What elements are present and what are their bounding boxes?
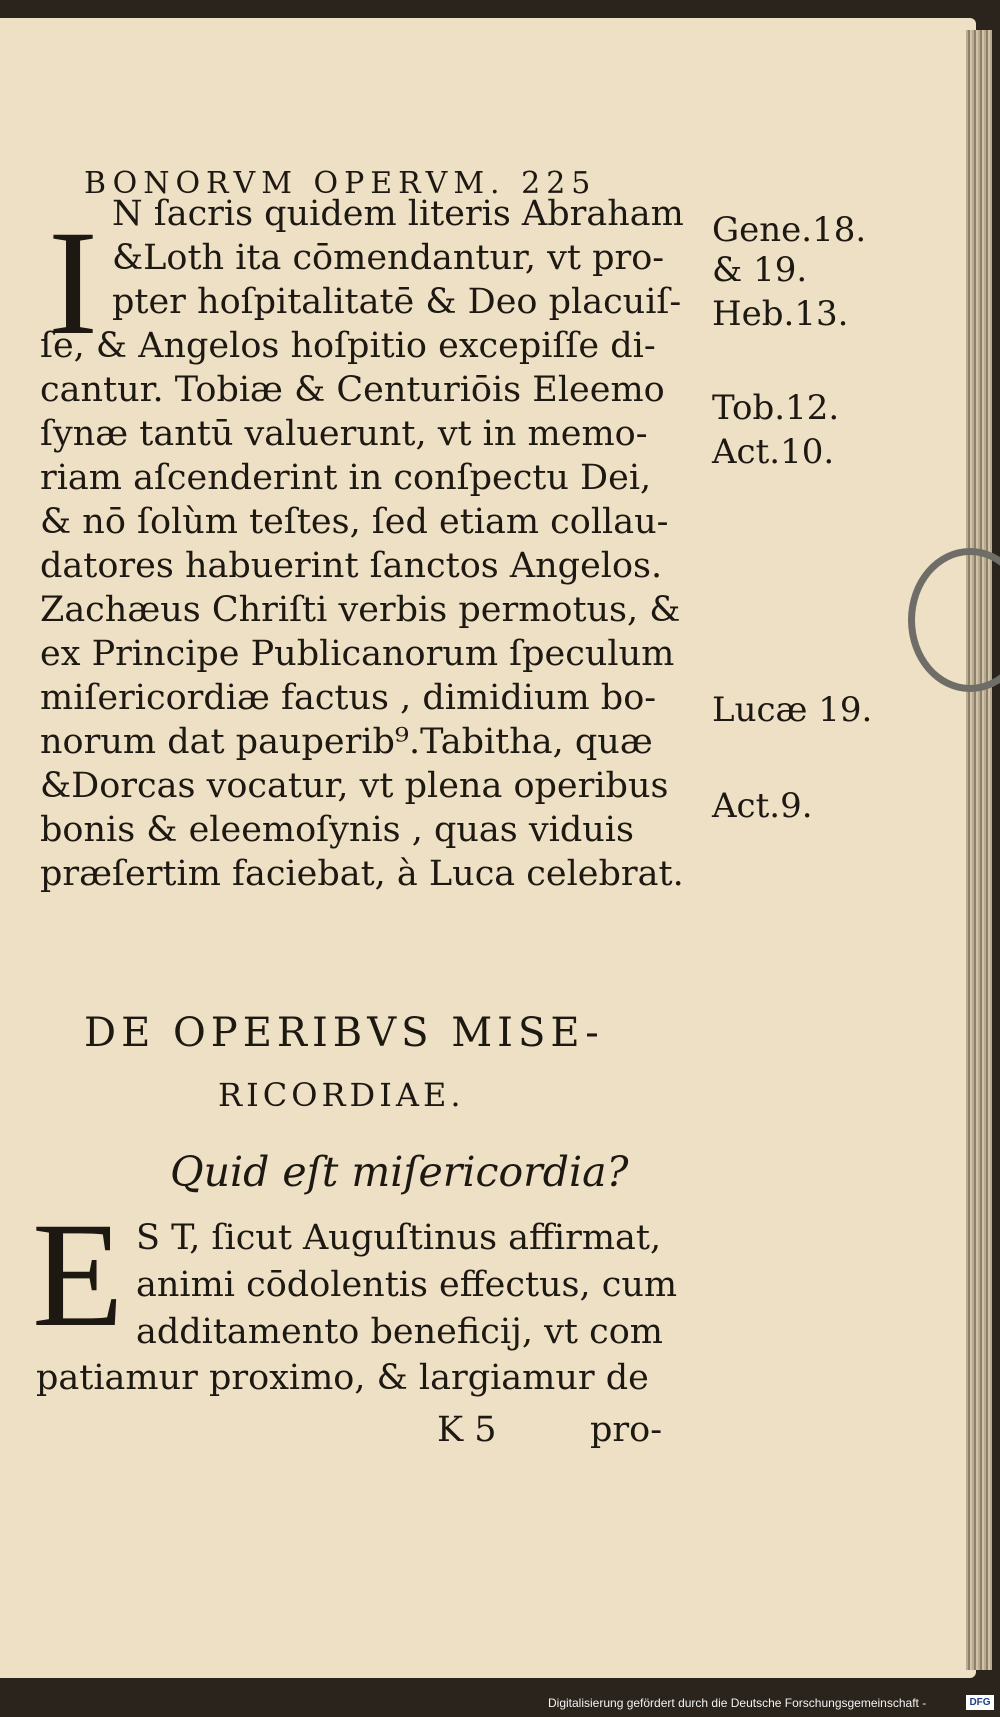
margin-note: Lucæ 19. [712,690,873,730]
running-header: BONORVM OPERVM. 225 [84,166,597,201]
dropcap-e: E [32,1192,124,1358]
body-line: norum dat pauperib⁹.Tabitha, quæ [40,722,653,762]
body-line: riam aſcenderint in conſpectu Dei, [40,458,652,498]
body-line: præſertim faciebat, à Luca celebrat. [40,854,684,894]
body-line: datores habuerint ſanctos Angelos. [40,546,663,586]
body-line: additamento beneficij, vt com [136,1312,663,1352]
body-line: bonis & eleemoſynis , quas viduis [40,810,634,850]
dropcap-i: I [48,200,98,366]
signature-mark: K 5 [437,1410,497,1450]
margin-note: Act.9. [712,786,813,826]
section-title: DE OPERIBVS MISE- [84,1010,604,1056]
body-line: ſe, & Angelos hoſpitio excepiſſe di- [40,326,656,366]
body-line: miſericordiæ factus , dimidium bo- [40,678,657,718]
margin-note: Heb.13. [712,294,849,334]
margin-note: Gene.18. [712,210,867,250]
body-line: cantur. Tobiæ & Centuriōis Eleemo [40,370,665,410]
margin-note: & 19. [712,250,808,290]
question-heading: Quid eſt miſericordia? [170,1148,629,1196]
body-line: &Dorcas vocatur, vt plena operibus [40,766,669,806]
dfg-logo: DFG [966,1695,994,1710]
body-line: Zachæus Chriſti verbis permotus, & [40,590,681,630]
body-line: S T, ſicut Auguſtinus affirmat, [136,1218,662,1258]
body-line: pter hoſpitalitatē & Deo placuiſ- [112,282,682,322]
margin-note: Tob.12. [712,388,840,428]
body-line: patiamur proximo, & largiamur de [36,1358,649,1398]
body-line: &Loth ita cōmendantur, vt pro- [112,238,665,278]
body-line: N ſacris quidem literis Abraham [112,194,684,234]
section-title-continued: RICORDIAE. [218,1076,465,1114]
page-fore-edge [966,30,992,1670]
body-line: ſynæ tantū valuerunt, vt in memo- [40,414,648,454]
digitization-credit: Digitalisierung gefördert durch die Deutsche Forschungsgemeinschaft - [548,1696,927,1710]
body-line: & nō ſolùm teſtes, ſed etiam collau- [40,502,669,542]
body-line: animi cōdolentis effectus, cum [136,1265,678,1305]
body-line: ex Principe Publicanorum ſpeculum [40,634,675,674]
catchword: pro- [590,1410,663,1450]
margin-note: Act.10. [712,432,835,472]
